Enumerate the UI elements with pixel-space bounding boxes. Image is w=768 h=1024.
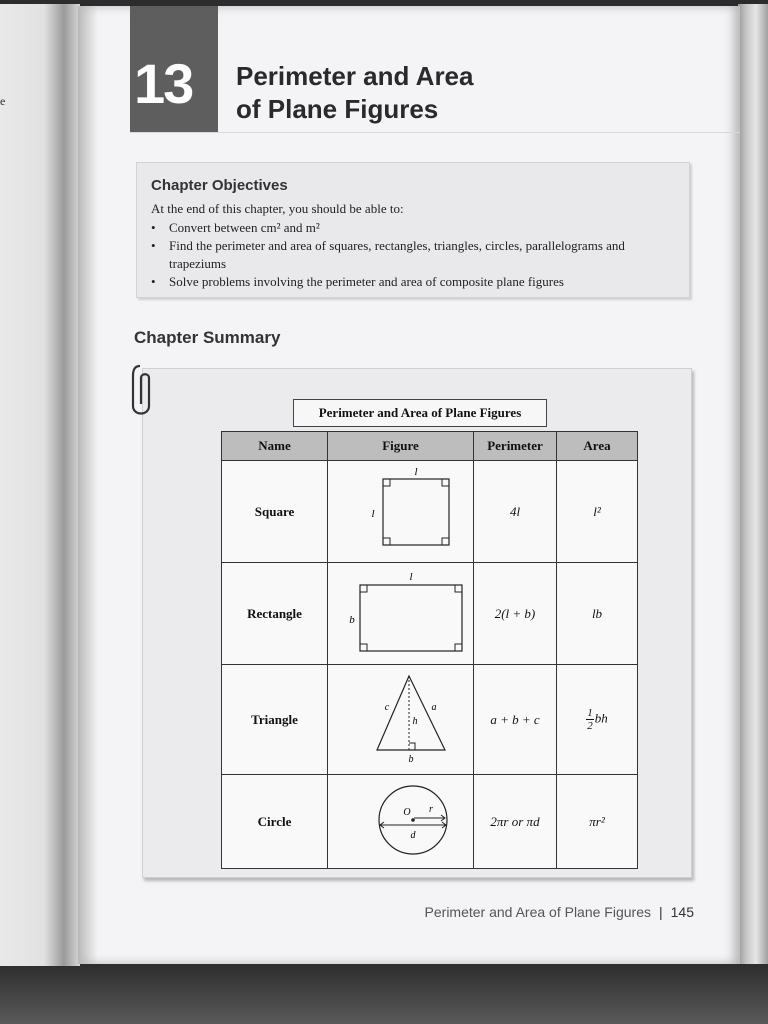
figure-name: Triangle <box>222 665 328 775</box>
rectangle-figure-cell <box>328 563 474 665</box>
page-number: 145 <box>670 904 694 920</box>
right-page-edge <box>738 4 768 964</box>
area-formula: lb <box>557 563 638 665</box>
triangle-label-base: b <box>408 753 413 765</box>
triangle-label-height: h <box>412 715 417 727</box>
table-row <box>222 775 638 869</box>
rectangle-figure <box>336 569 466 655</box>
triangle-label-left: c <box>384 701 389 713</box>
book-page <box>78 6 740 964</box>
chapter-summary-box <box>142 368 692 878</box>
perimeter-formula: 4l <box>474 461 557 563</box>
circle-label-diameter: d <box>410 829 415 841</box>
chapter-number: 13 <box>134 52 193 115</box>
rectangle-label-top: l <box>408 570 413 583</box>
header-divider <box>130 132 740 133</box>
objective-text: Solve problems involving the perimeter and area of composite plane figures <box>169 274 564 289</box>
bullet-icon: • <box>151 274 156 289</box>
figure-name: Square <box>222 461 328 563</box>
column-header-figure: Figure <box>328 432 474 461</box>
table-title: Perimeter and Area of Plane Figures <box>293 399 547 427</box>
square-label-side: l <box>370 507 375 520</box>
column-header-perimeter: Perimeter <box>474 432 557 461</box>
area-formula: πr² <box>557 775 638 869</box>
table-row <box>222 665 638 775</box>
fraction <box>586 707 594 732</box>
objective-item <box>151 237 671 273</box>
triangle-figure-cell <box>328 665 474 775</box>
column-header-name: Name <box>222 432 328 461</box>
chapter-title-line-1: Perimeter and Area <box>236 61 474 91</box>
page-footer <box>425 904 694 920</box>
perimeter-area-table <box>221 431 638 869</box>
objectives-intro: At the end of this chapter, you should be able to: <box>151 201 404 216</box>
bullet-icon: • <box>151 220 156 235</box>
rectangle-label-side: b <box>348 613 355 626</box>
square-label-top: l <box>413 465 418 478</box>
chapter-title-line-2: of Plane Figures <box>236 94 439 124</box>
perimeter-formula: 2πr or πd <box>474 775 557 869</box>
objectives-list <box>151 219 671 291</box>
triangle-figure <box>341 670 461 766</box>
footer-separator: | <box>659 904 663 920</box>
area-remainder: bh <box>594 710 608 726</box>
circle-label-center: O <box>402 806 411 818</box>
objective-text: Find the perimeter and area of squares, rectangles, triangles, circles, parallelograms and trapeziums <box>169 238 625 271</box>
circle-label-radius: r <box>428 803 433 815</box>
figure-name: Rectangle <box>222 563 328 665</box>
square-figure <box>341 465 461 555</box>
left-page-letter: e <box>0 94 6 108</box>
table-header-row <box>222 432 638 461</box>
circle-figure-cell <box>328 775 474 869</box>
chapter-objectives-box <box>136 162 690 298</box>
fraction-numerator: 1 <box>587 707 593 719</box>
perimeter-formula: 2(l + b) <box>474 563 557 665</box>
table-row <box>222 461 638 563</box>
chapter-title <box>236 60 473 126</box>
left-page-edge <box>0 4 80 966</box>
objectives-heading: Chapter Objectives <box>151 177 288 194</box>
fraction-denominator: 2 <box>587 720 593 732</box>
triangle-label-right: a <box>431 701 436 713</box>
objective-text: Convert between cm² and m² <box>169 220 320 235</box>
paperclip-icon <box>130 362 158 424</box>
chapter-summary-heading: Chapter Summary <box>134 328 281 347</box>
perimeter-formula: a + b + c <box>474 665 557 775</box>
figure-name: Circle <box>222 775 328 869</box>
area-formula: l² <box>557 461 638 563</box>
objective-item <box>151 273 671 291</box>
square-figure-cell <box>328 461 474 563</box>
table-row <box>222 563 638 665</box>
circle-figure <box>341 778 461 862</box>
footer-running-title: Perimeter and Area of Plane Figures <box>424 904 651 920</box>
column-header-area: Area <box>557 432 638 461</box>
bullet-icon: • <box>151 238 156 253</box>
area-formula <box>557 665 638 775</box>
objective-item <box>151 219 671 237</box>
